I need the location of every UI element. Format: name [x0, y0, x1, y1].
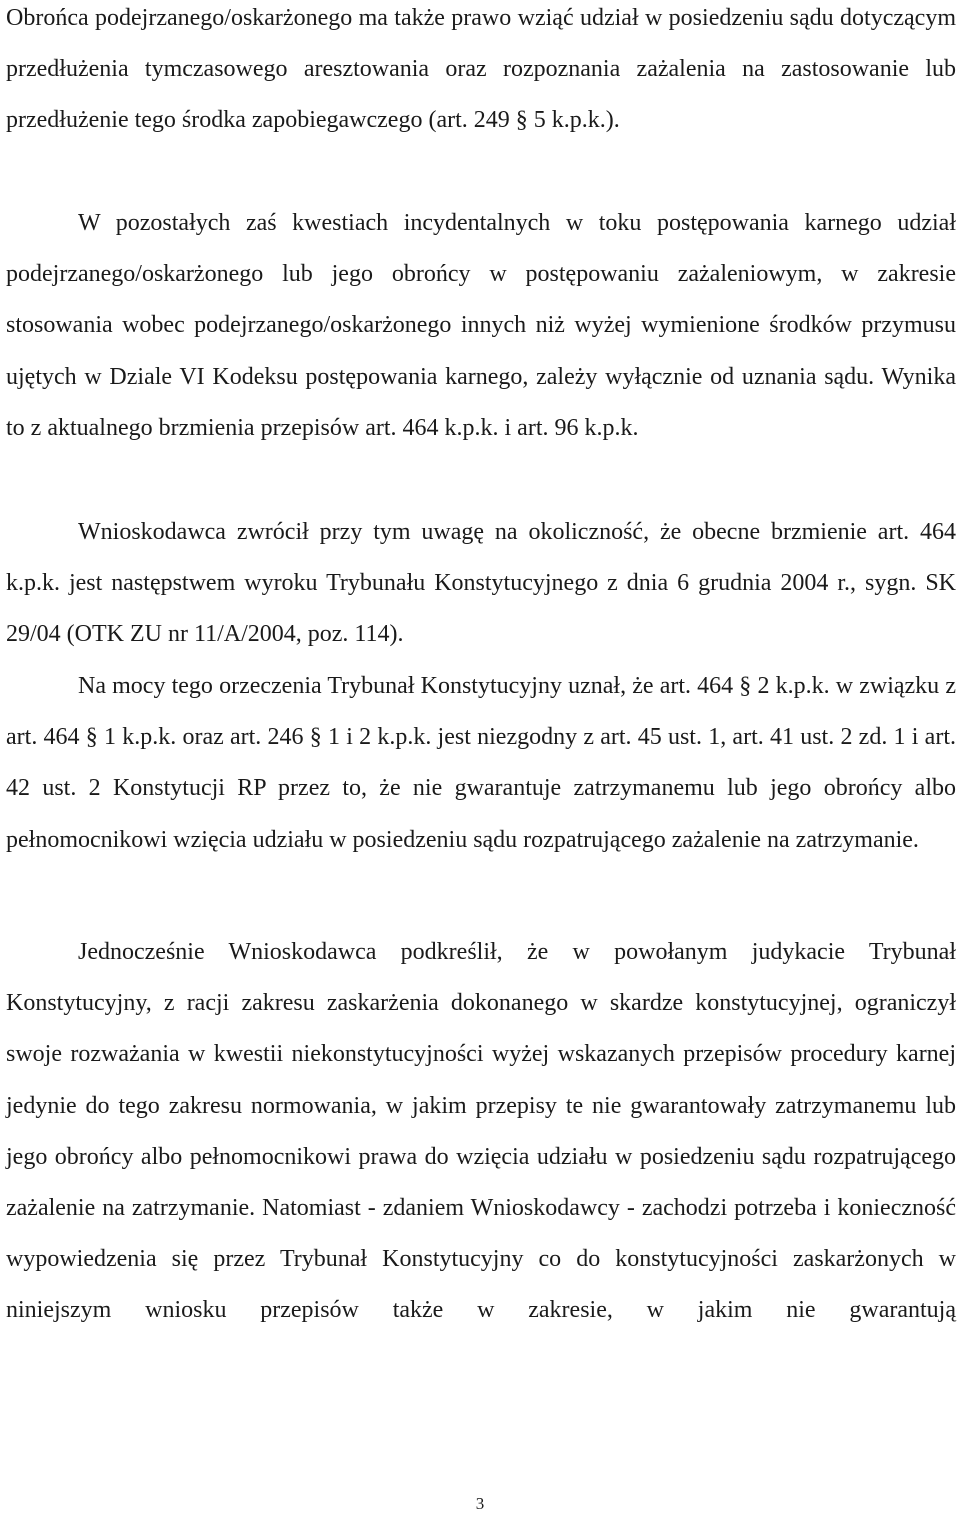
page-number: 3 [475, 1494, 485, 1513]
paragraph-3: Wnioskodawca zwrócił przy tym uwagę na okoliczność, że obecne brzmienie art. 464 k.p.k. jest następstwem wyroku Trybunału Konstytucyjnego z dnia 6 grudnia 2004 r., sygn. SK 29/04 (OTK ZU nr 11/A/2004, poz. 114). [6, 519, 956, 648]
paragraph-2: W pozostałych zaś kwestiach incydentalnych w toku postępowania karnego udział podejrzanego/oskarżonego lub jego obrońcy w postępowaniu zażaleniowym, w zakresie stosowania wobec podejrzanego/oskarżonego innych niż wyżej wymienione środków przymusu ujętych w Dziale VI Kodeksu postępowania karnego, zależy wyłącznie od uznania sądu. Wynika to z aktualnego brzmienia przepisów art. 464 k.p.k. i art. 96 k.p.k. [6, 210, 956, 441]
paragraph-5: Jednocześnie Wnioskodawca podkreślił, że w powołanym judykacie Trybunał Konstytucyjny, z racji zakresu zaskarżenia dokonanego w skardze konstytucyjnej, ograniczył swoje rozważania w kwestii niekonstytucyjności wyżej wskazanych przepisów procedury karnej jedynie do tego zakresu normowania, w jakim przepisy te nie gwarantowały zatrzymanemu lub jego obrońcy albo pełnomocnikowi prawa do wzięcia udziału w posiedzeniu sądu rozpatrującego zażalenie na zatrzymanie. Natomiast - zdaniem Wnioskodawcy - zachodzi potrzeba i konieczność wypowiedzenia się przez Trybunał Konstytucyjny co do konstytucyjności zaskarżonych w niniejszym wniosku przepisów także w zakresie, w jakim nie gwarantują [6, 939, 956, 1324]
paragraph-4: Na mocy tego orzeczenia Trybunał Konstytucyjny uznał, że art. 464 § 2 k.p.k. w związku z art. 464 § 1 k.p.k. oraz art. 246 § 1 i 2 k.p.k. jest niezgodny z art. 45 ust. 1, art. 41 ust. 2 zd. 1 i art. 42 ust. 2 Konstytucji RP przez to, że nie gwarantuje zatrzymanemu lub jego obrońcy albo pełnomocnikowi wzięcia udziału w posiedzeniu sądu rozpatrującego zażalenie na zatrzymanie. [6, 673, 956, 853]
paragraph-1: Obrońca podejrzanego/oskarżonego ma także prawo wziąć udział w posiedzeniu sądu dotyczącym przedłużenia tymczasowego aresztowania oraz rozpoznania zażalenia na zastosowanie lub przedłużenie tego środka zapobiegawczego (art. 249 § 5 k.p.k.). [6, 5, 956, 134]
